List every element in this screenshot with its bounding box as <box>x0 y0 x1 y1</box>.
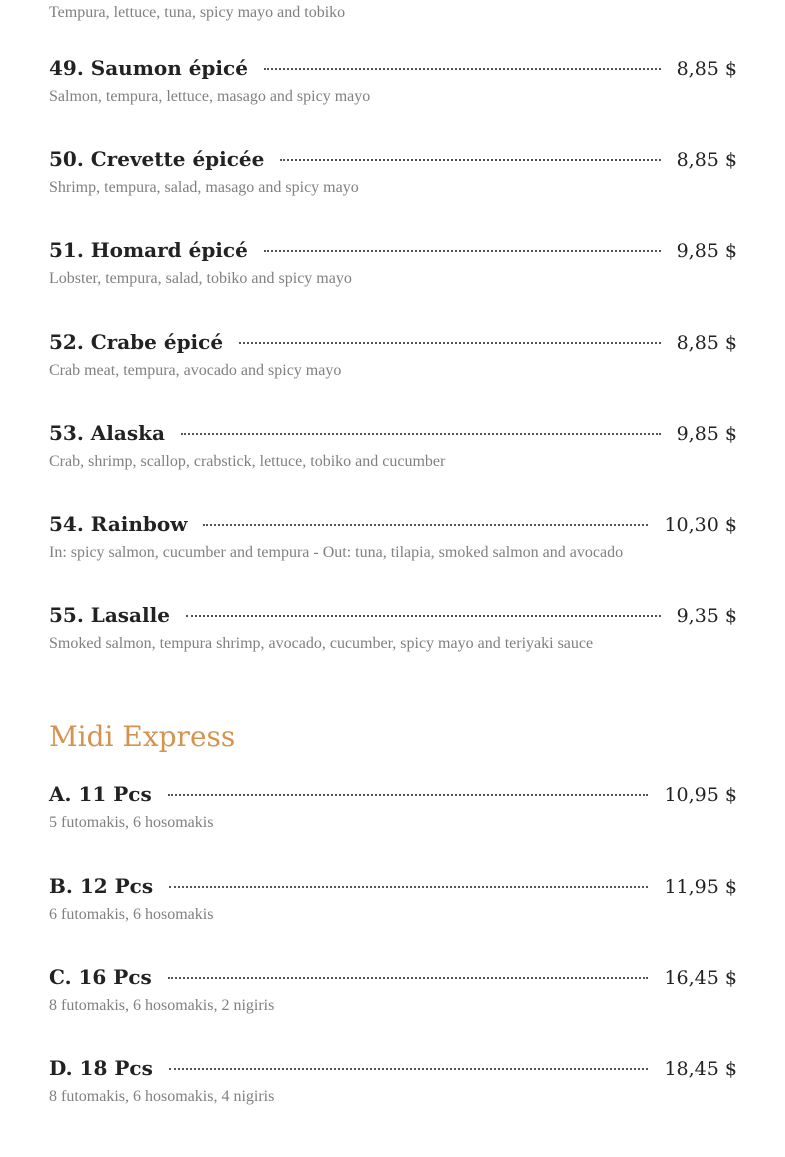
item-description: Smoked salmon, tempura shrimp, avocado, cucumber, spicy mayo and teriyaki sauce <box>49 635 594 652</box>
item-price: 18,45 $ <box>664 1058 737 1080</box>
item-price: 9,35 $ <box>676 605 737 627</box>
item-description: Crab meat, tempura, avocado and spicy mayo <box>49 362 342 379</box>
menu-item-row <box>49 147 737 177</box>
item-description: Lobster, tempura, salad, tobiko and spicy mayo <box>49 270 352 287</box>
item-description: Salmon, tempura, lettuce, masago and spicy mayo <box>49 88 371 105</box>
dot-leader <box>264 68 661 70</box>
dot-leader <box>168 794 649 796</box>
item-price: 9,85 $ <box>676 423 737 445</box>
item-price: 16,45 $ <box>664 967 737 989</box>
dot-leader <box>168 977 649 979</box>
menu-item-row <box>49 56 737 86</box>
item-price: 8,85 $ <box>676 332 737 354</box>
item-price: 8,85 $ <box>676 58 737 80</box>
menu-item <box>49 782 737 832</box>
dot-leader <box>264 250 661 252</box>
item-name: 51. Homard épicé <box>49 238 248 262</box>
item-price: 8,85 $ <box>676 149 737 171</box>
item-name: A. 11 Pcs <box>49 782 152 806</box>
item-description: Shrimp, tempura, salad, masago and spicy mayo <box>49 179 359 196</box>
item-name: C. 16 Pcs <box>49 965 152 989</box>
item-price: 11,95 $ <box>664 876 737 898</box>
menu-item-row <box>49 330 737 360</box>
menu-item <box>49 238 737 288</box>
menu-item-row <box>49 238 737 268</box>
menu-item-row <box>49 874 737 904</box>
item-description: 8 futomakis, 6 hosomakis, 4 nigiris <box>49 1088 275 1105</box>
menu-item-row <box>49 965 737 995</box>
item-name: B. 12 Pcs <box>49 874 154 898</box>
item-price: 10,95 $ <box>664 784 737 806</box>
item-description: 8 futomakis, 6 hosomakis, 2 nigiris <box>49 997 275 1014</box>
dot-leader <box>169 886 648 888</box>
item-description: In: spicy salmon, cucumber and tempura - Out: tuna, tilapia, smoked salmon and avocado <box>49 544 624 561</box>
dot-leader <box>239 342 661 344</box>
dot-leader <box>280 159 660 161</box>
menu-item-row <box>49 782 737 812</box>
item-description: Crab, shrimp, scallop, crabstick, lettuce, tobiko and cucumber <box>49 453 446 470</box>
item-name: 55. Lasalle <box>49 603 170 627</box>
dot-leader <box>203 524 648 526</box>
menu-item-row <box>49 421 737 451</box>
menu-item <box>49 421 737 471</box>
menu-item <box>49 512 737 562</box>
menu-item-row <box>49 512 737 542</box>
item-name: 49. Saumon épicé <box>49 56 248 80</box>
item-price: 10,30 $ <box>664 514 737 536</box>
dot-leader <box>186 615 661 617</box>
menu-item <box>49 603 737 653</box>
menu-item <box>49 1056 737 1106</box>
menu-item <box>49 965 737 1015</box>
item-name: 53. Alaska <box>49 421 165 445</box>
menu-item <box>49 56 737 106</box>
item-description: 5 futomakis, 6 hosomakis <box>49 814 214 831</box>
item-description: Tempura, lettuce, tuna, spicy mayo and tobiko <box>49 4 346 21</box>
menu-item <box>49 330 737 380</box>
menu-item <box>49 874 737 924</box>
menu-item-row <box>49 1056 737 1086</box>
item-description: 6 futomakis, 6 hosomakis <box>49 906 214 923</box>
item-name: 54. Rainbow <box>49 512 188 536</box>
item-name: 50. Crevette épicée <box>49 147 265 171</box>
item-name: D. 18 Pcs <box>49 1056 153 1080</box>
item-price: 9,85 $ <box>676 240 737 262</box>
item-name: 52. Crabe épicé <box>49 330 224 354</box>
menu-item <box>49 147 737 197</box>
section-title: Midi Express <box>49 720 236 753</box>
dot-leader <box>169 1068 649 1070</box>
dot-leader <box>181 433 661 435</box>
menu-item-row <box>49 603 737 633</box>
